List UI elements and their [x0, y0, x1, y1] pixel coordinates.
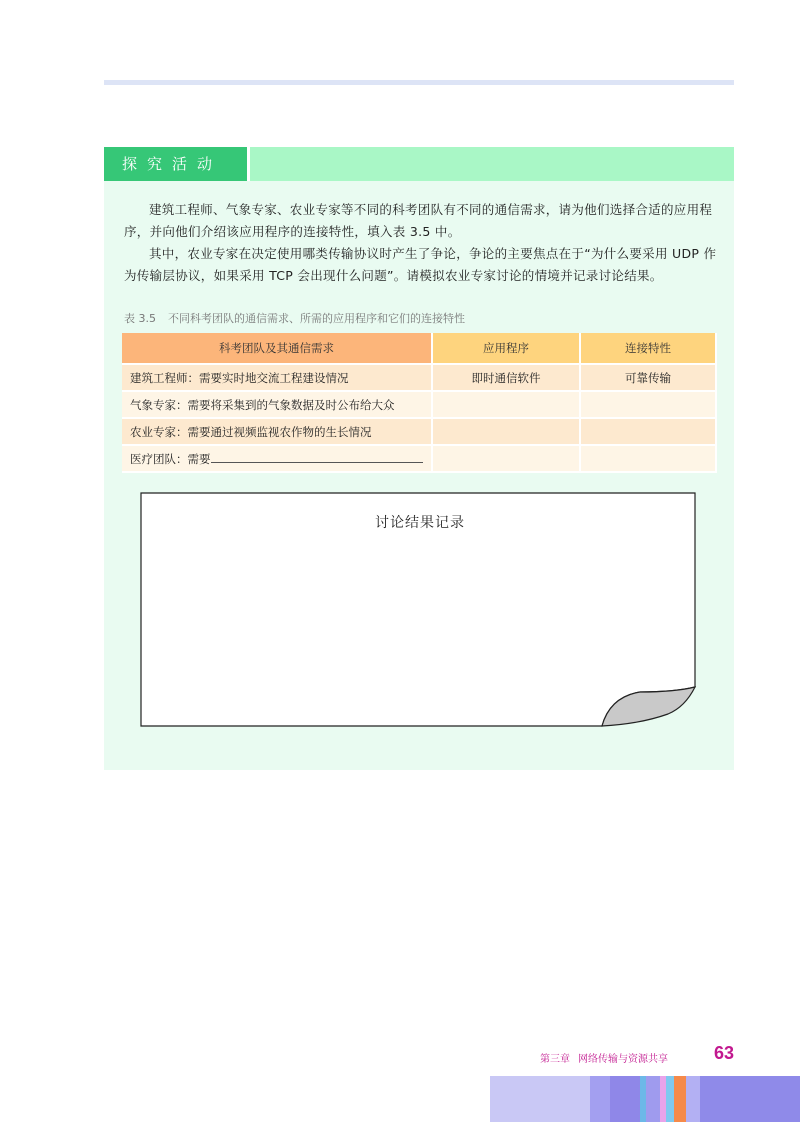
top-rule [104, 80, 734, 85]
page-number: 63 [714, 1043, 735, 1063]
team-needs-table [122, 333, 717, 473]
need-prefix: 医疗团队：需要 [130, 452, 211, 466]
cell-feature-blank[interactable] [580, 418, 716, 445]
cell-need-fill [122, 445, 432, 472]
cell-app: 即时通信软件 [432, 364, 580, 391]
table-row [122, 445, 716, 472]
activity-header-bar [104, 147, 734, 181]
discussion-record-paper[interactable] [140, 492, 700, 732]
table-caption-number: 表 3.5 [124, 312, 156, 325]
cell-need: 建筑工程师：需要实时地交流工程建设情况 [122, 364, 432, 391]
cell-app-blank[interactable] [432, 445, 580, 472]
footer-chapter-number: 第三章 [540, 1054, 570, 1065]
cell-need: 气象专家：需要将采集到的气象数据及时公布给大众 [122, 391, 432, 418]
record-title: 讨论结果记录 [375, 515, 465, 531]
cell-app-blank[interactable] [432, 391, 580, 418]
table-header-row [122, 333, 716, 364]
table-row [122, 391, 716, 418]
activity-tag: 探究活动 [104, 147, 250, 181]
cell-app-blank[interactable] [432, 418, 580, 445]
footer-chapter-title: 网络传输与资源共享 [578, 1054, 668, 1065]
header-application: 应用程序 [432, 333, 580, 364]
table-row [122, 364, 716, 391]
fill-in-blank-line[interactable] [211, 450, 423, 463]
activity-paragraph-2: 其中，农业专家在决定使用哪类传输协议时产生了争论，争论的主要焦点在于“为什么要采用 UDP 作为传输层协议，如果采用 TCP 会出现什么问题”。请模拟农业专家讨论的情境并记录讨论结果。 [124, 246, 717, 283]
cell-need: 农业专家：需要通过视频监视农作物的生长情况 [122, 418, 432, 445]
table-row [122, 418, 716, 445]
decorative-color-bars [490, 1076, 800, 1122]
cell-feature: 可靠传输 [580, 364, 716, 391]
footer-chapter [540, 1050, 668, 1065]
exploration-activity-box [104, 147, 734, 770]
table-caption [124, 310, 465, 326]
cell-feature-blank[interactable] [580, 445, 716, 472]
header-team-needs: 科考团队及其通信需求 [122, 333, 432, 364]
cell-feature-blank[interactable] [580, 391, 716, 418]
activity-paragraph-1: 建筑工程师、气象专家、农业专家等不同的科考团队有不同的通信需求，请为他们选择合适的应用程序，并向他们介绍该应用程序的连接特性，填入表 3.5 中。 [124, 202, 713, 239]
table-caption-text: 不同科考团队的通信需求、所需的应用程序和它们的连接特性 [168, 312, 465, 325]
header-connection-feature: 连接特性 [580, 333, 716, 364]
